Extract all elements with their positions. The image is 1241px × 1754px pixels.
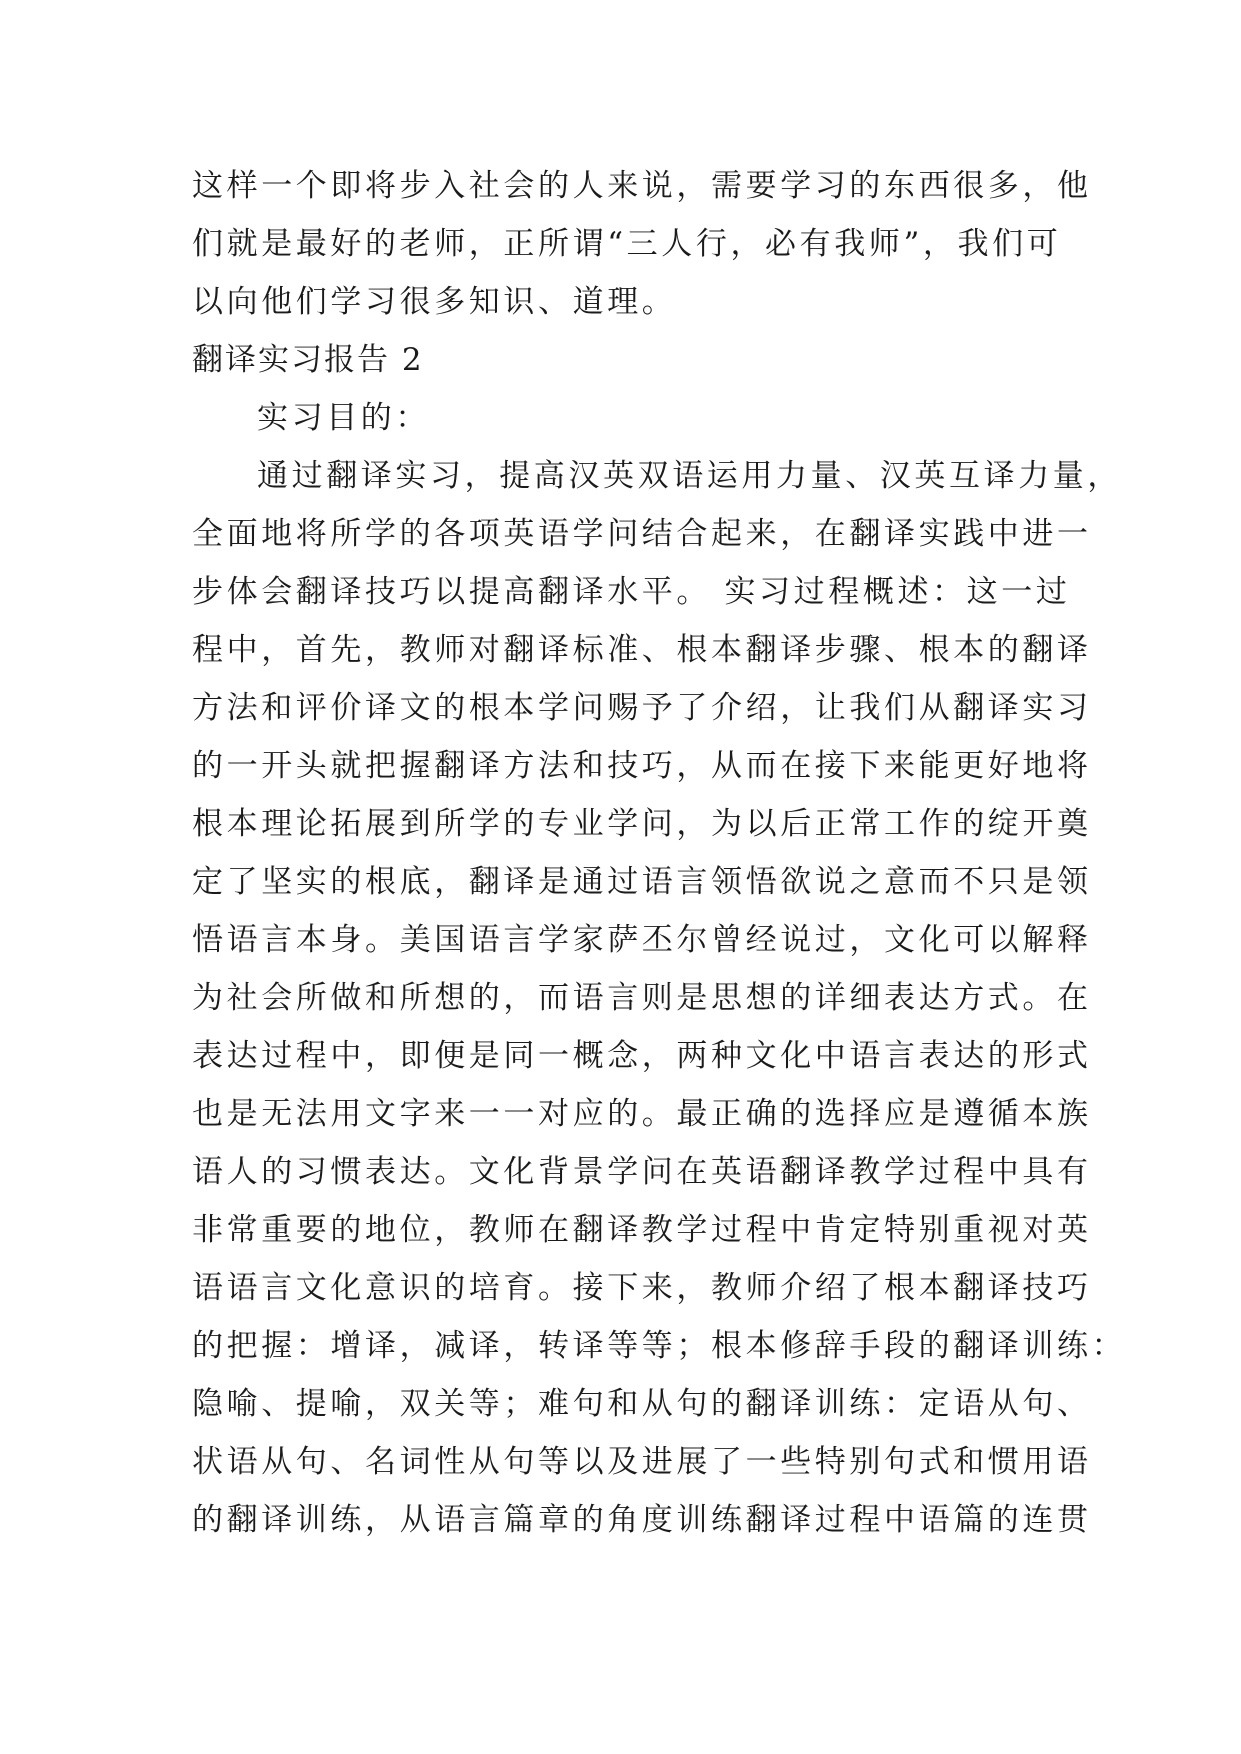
text-line: 表达过程中，即便是同一概念，两种文化中语言表达的形式 — [192, 1038, 1092, 1074]
text-line: 们就是最好的老师，正所谓“三人行，必有我师”，我们可 — [192, 226, 1062, 262]
text-line: 步体会翻译技巧以提高翻译水平。 实习过程概述：这一过 — [192, 574, 1071, 610]
text-line: 通过翻译实习，提高汉英双语运用力量、汉英互译力量， — [257, 458, 1122, 494]
text-line: 悟语言本身。美国语言学家萨丕尔曾经说过，文化可以解释 — [192, 922, 1092, 958]
text-line: 的翻译训练，从语言篇章的角度训练翻译过程中语篇的连贯 — [192, 1502, 1092, 1538]
text-line: 这样一个即将步入社会的人来说，需要学习的东西很多，他 — [192, 168, 1092, 204]
section-title: 翻译实习报告 2 — [192, 342, 424, 378]
text-line: 的一开头就把握翻译方法和技巧，从而在接下来能更好地将 — [192, 748, 1092, 784]
text-line: 为社会所做和所想的，而语言则是思想的详细表达方式。在 — [192, 980, 1092, 1016]
text-line: 全面地将所学的各项英语学问结合起来，在翻译实践中进一 — [192, 516, 1092, 552]
text-line: 非常重要的地位，教师在翻译教学过程中肯定特别重视对英 — [192, 1212, 1092, 1248]
text-line: 的把握：增译，减译，转译等等；根本修辞手段的翻译训练： — [192, 1328, 1127, 1364]
text-line: 程中，首先，教师对翻译标准、根本翻译步骤、根本的翻译 — [192, 632, 1092, 668]
text-line: 定了坚实的根底，翻译是通过语言领悟欲说之意而不只是领 — [192, 864, 1092, 900]
text-line: 状语从句、名词性从句等以及进展了一些特别句式和惯用语 — [192, 1444, 1092, 1480]
text-line: 语人的习惯表达。文化背景学问在英语翻译教学过程中具有 — [192, 1154, 1092, 1190]
purpose-label: 实习目的： — [257, 400, 430, 436]
text-line: 隐喻、提喻，双关等；难句和从句的翻译训练：定语从句、 — [192, 1386, 1092, 1422]
text-line: 根本理论拓展到所学的专业学问，为以后正常工作的绽开奠 — [192, 806, 1092, 842]
text-line: 语语言文化意识的培育。接下来，教师介绍了根本翻译技巧 — [192, 1270, 1092, 1306]
text-line: 也是无法用文字来一一对应的。最正确的选择应是遵循本族 — [192, 1096, 1092, 1132]
text-line: 以向他们学习很多知识、道理。 — [192, 284, 677, 320]
text-line: 方法和评价译文的根本学问赐予了介绍，让我们从翻译实习 — [192, 690, 1092, 726]
